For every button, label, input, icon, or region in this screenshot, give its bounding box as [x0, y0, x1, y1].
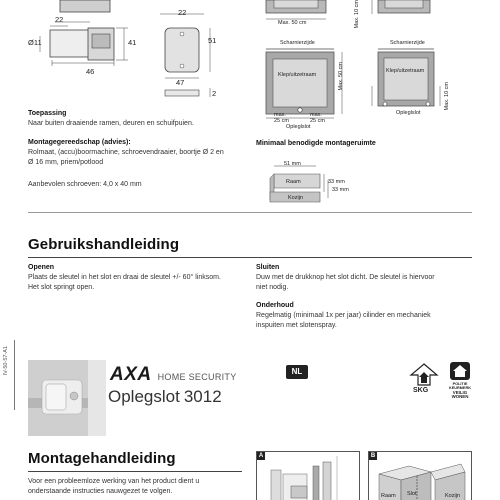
- brand-name: AXA: [110, 364, 152, 385]
- mounting-space-title: Minimaal benodigde montageruimte: [256, 140, 376, 147]
- language-badge: [286, 365, 308, 379]
- product-photo: [28, 360, 106, 436]
- panel-a: [256, 451, 360, 500]
- close-title: Sluiten: [256, 264, 280, 271]
- usage-title: Gebruikshandleiding: [28, 236, 180, 253]
- tilt-window-right: Klep/uitzetraam: [386, 68, 425, 74]
- lock-side-view-svg: [0, 0, 240, 110]
- close-text1: Duw met de drukknop het slot dicht. De sleutel is hiervoor: [256, 274, 435, 281]
- dim-depth: 2: [212, 89, 217, 98]
- max-top-right-vertical: Max. 10 cm: [354, 0, 360, 29]
- skg-label: SKG: [413, 387, 429, 394]
- mounting-intro1: Voor een probleemloze werking van het product dient u: [28, 478, 200, 485]
- max-50-vertical: Max. 50 cm: [338, 62, 344, 91]
- panel-b-raam: Raam: [381, 493, 396, 499]
- tools-line2: Ø 16 mm, priem/potlood: [28, 159, 104, 166]
- window-diagrams: [250, 0, 500, 140]
- open-text1: Plaats de sleutel in het slot en draai de sleutel +/- 60° linksom.: [28, 274, 221, 281]
- mounting-rule: [28, 471, 242, 472]
- pkvw-house-icon: [446, 360, 474, 382]
- maintenance-title: Onderhoud: [256, 302, 294, 309]
- brand-sub: HOME SECURITY: [157, 372, 237, 382]
- mounting-intro2: onderstaande instructies nauwgezet te volgen.: [28, 488, 173, 495]
- side-code: IV-50-57-A1: [3, 346, 9, 376]
- hinge-side-left: Scharnierzijde: [280, 40, 315, 46]
- usage-rule: [28, 257, 472, 258]
- max-left-label: max.: [274, 112, 286, 118]
- application-text: Naar buiten draaiende ramen, deuren en schuifpuien.: [28, 120, 194, 127]
- dim-height-b: 51: [208, 36, 217, 45]
- product-model: 3012: [183, 387, 222, 406]
- skg-logo: [410, 363, 438, 397]
- dim-width-b: 22: [178, 8, 187, 17]
- panel-b-kozijn: Kozijn: [445, 493, 460, 499]
- tilt-window-left: Klep/uitzetraam: [278, 72, 317, 78]
- dim-51mm: 51 mm: [284, 161, 301, 167]
- panel-b-slot: Slot: [407, 491, 417, 497]
- maintenance-text1: Regelmatig (minimaal 1x per jaar) cilinder en mechaniek: [256, 312, 431, 319]
- mounting-space-diagram: [256, 152, 376, 208]
- product-name: Oplegslot: [108, 387, 180, 406]
- pkvw-line3: VEILIG: [452, 389, 468, 395]
- tools-title: Montagegereedschap (advies):: [28, 139, 131, 146]
- panel-a-svg: [257, 452, 360, 500]
- pkvw-logo: [446, 360, 474, 406]
- pkvw-line4: WONEN: [451, 394, 469, 400]
- max-right-vertical: Max. 10 cm: [444, 82, 450, 111]
- side-code-line: [14, 340, 15, 410]
- frame-label: Raam: [286, 179, 301, 185]
- panel-a-label: A: [258, 453, 264, 459]
- pkvw-line2: KEURMERK: [449, 386, 471, 391]
- casing-label: Kozijn: [288, 195, 303, 201]
- application-title: Toepassing: [28, 110, 67, 117]
- pkvw-line1: POLITIE: [452, 382, 468, 386]
- close-text2: niet nodig.: [256, 284, 289, 291]
- dim-height-a: 41: [128, 38, 137, 47]
- product-photo-svg: [28, 360, 106, 436]
- max-right-value: 25 cm: [310, 118, 325, 124]
- axa-logo: [110, 364, 237, 384]
- dim-width-a: 22: [55, 15, 64, 24]
- max-top-left: Max. 50 cm: [278, 20, 307, 26]
- lock-position-right: Opleglslot: [396, 110, 421, 116]
- tools-line1: Rolmaat, (accu)boormachine, schroevendraaier, boortje Ø 2 en: [28, 149, 224, 156]
- max-right-label: max.: [310, 112, 322, 118]
- product-title: [108, 387, 222, 407]
- max-left-value: 25 cm: [274, 118, 289, 124]
- tools-screws: Aanbevolen schroeven: 4,0 x 40 mm: [28, 181, 142, 188]
- open-text2: Het slot springt open.: [28, 284, 95, 291]
- dim-length-a: 46: [86, 67, 95, 76]
- dim-length-b: 47: [176, 78, 185, 87]
- mounting-space-svg: [256, 152, 376, 208]
- dim-33mm-a: 33 mm: [328, 179, 345, 185]
- dim-33mm-b: 33 mm: [332, 187, 349, 193]
- mounting-title: Montagehandleiding: [28, 450, 176, 467]
- lock-dimension-drawing: [0, 0, 240, 110]
- maintenance-text2: inspuiten met slotenspray.: [256, 322, 337, 329]
- lock-position-left: Opleglslot: [286, 124, 311, 130]
- divider-1: [28, 212, 472, 213]
- dim-diameter: Ø11: [28, 38, 42, 47]
- panel-b: [368, 451, 472, 500]
- hinge-side-right: Scharnierzijde: [390, 40, 425, 46]
- language-code: NL: [291, 367, 303, 376]
- panel-b-label: B: [370, 453, 376, 459]
- open-title: Openen: [28, 264, 55, 271]
